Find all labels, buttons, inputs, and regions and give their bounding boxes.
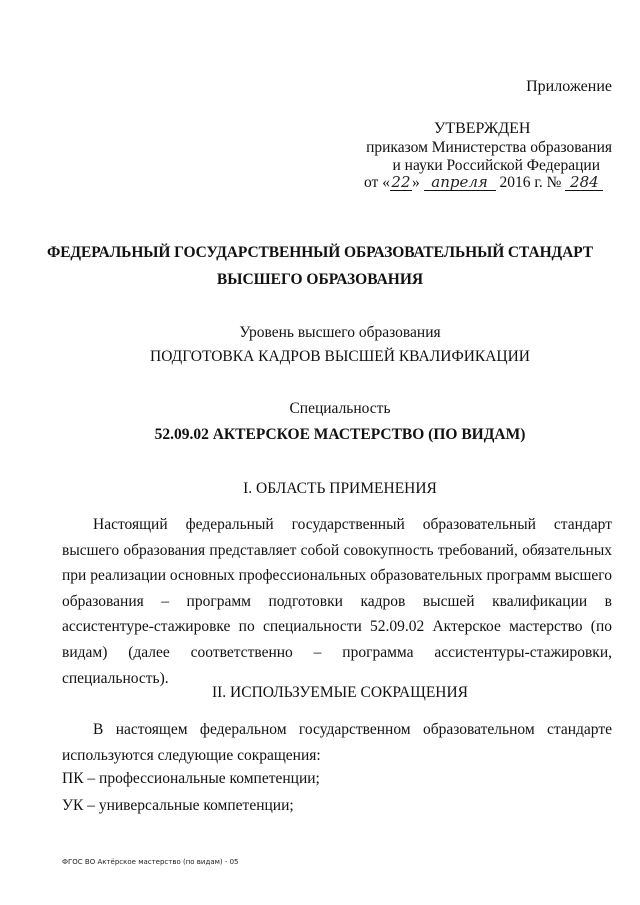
- specialty-label: Специальность: [289, 400, 391, 417]
- order-line-1: приказом Министерства образования: [366, 139, 612, 156]
- page-footer: ФГОС ВО Актёрское мастерство (по видам) - 05: [62, 858, 239, 866]
- order-number: 284: [565, 175, 603, 191]
- date-prefix: от «: [364, 174, 390, 191]
- section-2-heading: II. ИСПОЛЬЗУЕМЫЕ СОКРАЩЕНИЯ: [211, 684, 469, 701]
- date-day: 22: [391, 173, 411, 191]
- education-level-value: ПОДГОТОВКА КАДРОВ ВЫСШЕЙ КВАЛИФИКАЦИИ: [150, 348, 530, 365]
- order-date-line: [364, 174, 603, 192]
- approved-label: УТВЕРЖДЕН: [434, 120, 531, 137]
- section-1-paragraph: Настоящий федеральный государственный образовательный стандарт высшего образования представляет собой совокупность требований, обязательных при реализации основных профессиональных образовательных программ высшего образования – программ подготовки кадров высшей квалификации в ассистентуре-стажировке по специальности 52.09.02 Актерское мастерство (по видам) (далее соответственно – программа ассистентуры-стажировки, специальность).: [62, 516, 612, 687]
- document-title-line-1: ФЕДЕРАЛЬНЫЙ ГОСУДАРСТВЕННЫЙ ОБРАЗОВАТЕЛЬНЫЙ СТАНДАРТ: [46, 244, 593, 261]
- date-month: апреля: [424, 175, 496, 191]
- date-mid: »: [411, 174, 420, 191]
- date-year: 2016 г. №: [499, 174, 562, 191]
- education-level-label: Уровень высшего образования: [239, 324, 441, 341]
- order-line-2: и науки Российской Федерации: [392, 157, 600, 174]
- appendix-label: Приложение: [526, 78, 612, 95]
- section-1-heading: I. ОБЛАСТЬ ПРИМЕНЕНИЯ: [243, 480, 437, 497]
- abbreviation-item: УК – универсальные компетенции;: [62, 797, 294, 814]
- section-2-intro: В настоящем федеральном государственном образовательном стандарте используются следующие сокращения:: [62, 721, 612, 764]
- document-title-line-2: ВЫСШЕГО ОБРАЗОВАНИЯ: [216, 271, 424, 288]
- specialty-value: 52.09.02 АКТЕРСКОЕ МАСТЕРСТВО (ПО ВИДАМ): [154, 426, 526, 443]
- abbreviation-item: ПК – профессиональные компетенции;: [62, 770, 320, 787]
